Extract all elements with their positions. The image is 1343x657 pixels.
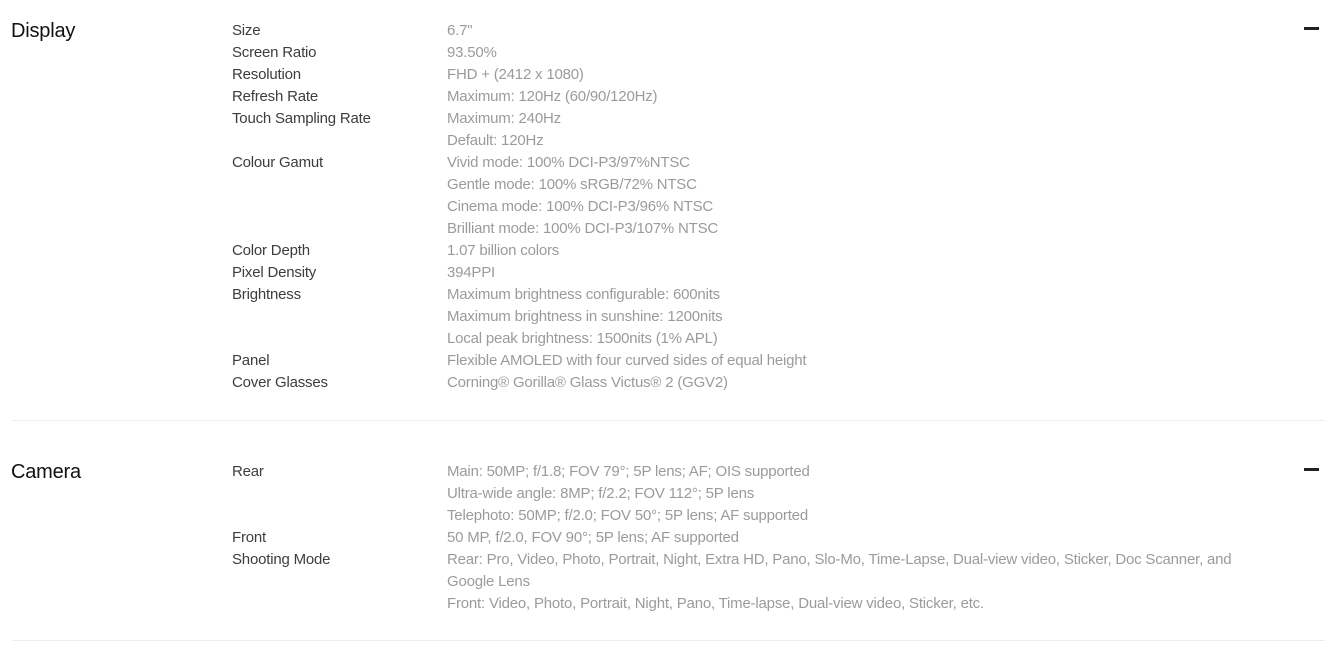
spec-row bbox=[232, 64, 1304, 86]
spec-table bbox=[232, 461, 1304, 615]
spec-label: Front bbox=[232, 529, 267, 546]
spec-value: Flexible AMOLED with four curved sides of equal height bbox=[447, 352, 807, 369]
spec-row bbox=[232, 284, 1304, 350]
section-title-camera: Camera bbox=[11, 461, 81, 483]
section-title-display: Display bbox=[11, 20, 76, 42]
spec-value: Cinema mode: 100% DCI-P3/96% NTSC bbox=[447, 198, 714, 215]
spec-values bbox=[447, 284, 722, 350]
spec-values bbox=[447, 372, 728, 394]
spec-row bbox=[232, 108, 1304, 152]
spec-value: Front: Video, Photo, Portrait, Night, Pano, Time-lapse, Dual-view video, Sticker, etc. bbox=[447, 595, 984, 612]
spec-label: Colour Gamut bbox=[232, 154, 323, 171]
spec-row bbox=[232, 461, 1304, 527]
spec-values bbox=[447, 20, 472, 42]
minus-icon bbox=[1304, 468, 1319, 471]
spec-row bbox=[232, 86, 1304, 108]
spec-value: Maximum brightness in sunshine: 1200nits bbox=[447, 308, 723, 325]
spec-row bbox=[232, 152, 1304, 240]
spec-value: Main: 50MP; f/1.8; FOV 79°; 5P lens; AF; OIS supported bbox=[447, 463, 810, 480]
spec-table bbox=[232, 20, 1304, 394]
spec-value: Telephoto: 50MP; f/2.0; FOV 50°; 5P lens; AF supported bbox=[447, 507, 808, 524]
spec-values bbox=[447, 86, 657, 108]
spec-value: Maximum: 120Hz (60/90/120Hz) bbox=[447, 88, 658, 105]
spec-values bbox=[447, 461, 810, 527]
spec-value: 50 MP, f/2.0, FOV 90°; 5P lens; AF supported bbox=[447, 529, 739, 546]
spec-value: 1.07 billion colors bbox=[447, 242, 560, 259]
spec-section-camera bbox=[0, 421, 1343, 641]
spec-row bbox=[232, 262, 1304, 284]
spec-label: Cover Glasses bbox=[232, 374, 328, 391]
spec-values bbox=[447, 350, 806, 372]
spec-value: Corning® Gorilla® Glass Victus® 2 (GGV2) bbox=[447, 374, 728, 391]
spec-values bbox=[447, 152, 718, 240]
spec-row bbox=[232, 549, 1304, 615]
spec-label: Panel bbox=[232, 352, 270, 369]
spec-label: Screen Ratio bbox=[232, 44, 317, 61]
spec-label: Brightness bbox=[232, 286, 301, 303]
spec-value: 93.50% bbox=[447, 44, 497, 61]
spec-values bbox=[447, 108, 561, 152]
spec-row bbox=[232, 240, 1304, 262]
spec-label: Refresh Rate bbox=[232, 88, 318, 105]
spec-value: 6.7" bbox=[447, 22, 473, 39]
spec-label: Rear bbox=[232, 463, 264, 480]
spec-value: Vivid mode: 100% DCI-P3/97%NTSC bbox=[447, 154, 690, 171]
spec-label: Pixel Density bbox=[232, 264, 317, 281]
collapse-section-button[interactable] bbox=[1304, 21, 1319, 36]
spec-row bbox=[232, 350, 1304, 372]
spec-value: Default: 120Hz bbox=[447, 132, 544, 149]
collapse-section-button[interactable] bbox=[1304, 462, 1319, 477]
spec-value: Maximum brightness configurable: 600nits bbox=[447, 286, 720, 303]
spec-row bbox=[232, 527, 1304, 549]
spec-value: 394PPI bbox=[447, 264, 496, 281]
spec-value: FHD + (2412 x 1080) bbox=[447, 66, 584, 83]
minus-icon bbox=[1304, 27, 1319, 30]
spec-label: Shooting Mode bbox=[232, 551, 331, 568]
spec-label: Touch Sampling Rate bbox=[232, 110, 371, 127]
spec-values bbox=[447, 42, 497, 64]
spec-row bbox=[232, 42, 1304, 64]
spec-value: Ultra-wide angle: 8MP; f/2.2; FOV 112°; 5P lens bbox=[447, 485, 755, 502]
spec-values bbox=[447, 240, 559, 262]
spec-value: Maximum: 240Hz bbox=[447, 110, 561, 127]
spec-values bbox=[447, 262, 495, 284]
spec-values bbox=[447, 64, 584, 86]
spec-values bbox=[447, 549, 1237, 615]
spec-value: Gentle mode: 100% sRGB/72% NTSC bbox=[447, 176, 697, 193]
spec-value: Local peak brightness: 1500nits (1% APL) bbox=[447, 330, 718, 347]
spec-values bbox=[447, 527, 739, 549]
spec-label: Resolution bbox=[232, 66, 301, 83]
spec-label: Size bbox=[232, 22, 261, 39]
spec-label: Color Depth bbox=[232, 242, 310, 259]
spec-row bbox=[232, 20, 1304, 42]
spec-row bbox=[232, 372, 1304, 394]
spec-value: Brilliant mode: 100% DCI-P3/107% NTSC bbox=[447, 220, 719, 237]
spec-value: Rear: Pro, Video, Photo, Portrait, Night, Extra HD, Pano, Slo-Mo, Time-Lapse, Dual-view video, Sticker, Doc Scanner, and Google Lens bbox=[447, 551, 1232, 590]
